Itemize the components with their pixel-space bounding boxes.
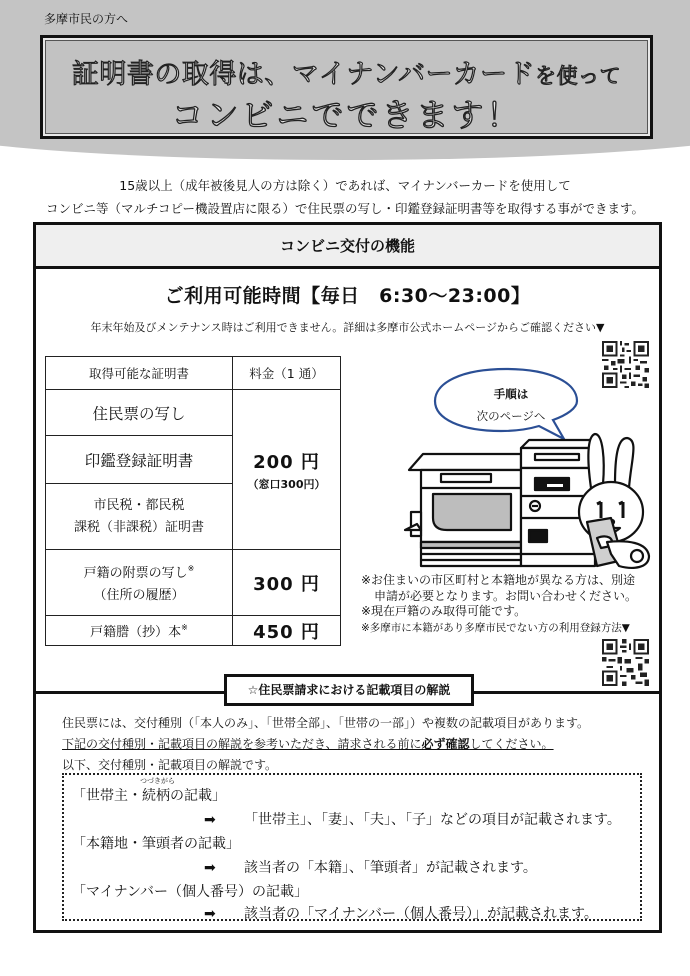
certificate-copy-label: 戸籍謄（抄）本 xyxy=(90,625,182,640)
headline-line1-tail: を使って xyxy=(535,64,622,88)
price-200: 200 円 xyxy=(253,451,320,473)
fees-table xyxy=(45,356,341,646)
table-row xyxy=(46,616,341,646)
item-desc-text: 「世帯主」、「妻」、「夫」、「子」などの項目が記載されます。 xyxy=(244,812,621,828)
explanation-line2 xyxy=(62,735,554,752)
table-row xyxy=(46,550,341,616)
speech-bubble-text xyxy=(458,383,564,427)
note-3: ※多摩市に本籍があり多摩市民でない方の利用登録方法▼ xyxy=(361,621,630,634)
ruby-base: 続柄 xyxy=(142,788,170,804)
ruby-word xyxy=(140,777,175,805)
certificate-tax-line1: 市民税・都民税 xyxy=(93,497,185,513)
note-mark: ※ xyxy=(187,564,195,573)
service-hours: ご利用可能時間【毎日 6:30～23:00】 xyxy=(164,285,531,307)
note-mark: ※ xyxy=(181,623,188,632)
certificate-attachment-line2: （住所の履歴） xyxy=(93,588,185,603)
explanation-line2-a: 下記の交付種別・記載項目の解説を参考いただき、請求される前に xyxy=(62,737,422,751)
copier-mascot-illustration xyxy=(401,430,661,570)
section-title-explanation: ☆住民票請求における記載項目の解説 xyxy=(224,674,474,706)
certificate-family-register-attachment xyxy=(46,550,233,616)
certificate-seal-registration: 印鑑登録証明書 xyxy=(46,436,233,484)
price-cell-300 xyxy=(233,550,341,616)
intro-line1: 15歳以上（成年被後見人の方は除く）であれば、マイナンバーカードを使用して xyxy=(119,178,571,193)
explanation-line2-c: してください。 xyxy=(469,737,554,751)
explanation-line3: 以下、交付種別・記載項目の解説です。 xyxy=(62,758,278,772)
items-explanation-box xyxy=(62,773,642,921)
column-header-fee: 料金（1 通） xyxy=(233,357,341,390)
arrow-right-icon: ➡ xyxy=(204,860,216,876)
qr-code-icon[interactable] xyxy=(602,341,649,388)
certificate-tax xyxy=(46,484,233,550)
item-head-mynumber: 「マイナンバー（個人番号）の記載」 xyxy=(72,884,309,900)
item-head-b: の記載」 xyxy=(170,788,226,804)
item-desc-household xyxy=(204,809,621,829)
explanation-line1: 住民票には、交付種別（「本人のみ」、「世帯全部」、「世帯の一部」）や複数の記載項目があります。 xyxy=(62,716,590,730)
column-header-certificate: 取得可能な証明書 xyxy=(46,357,233,390)
item-desc-domicile xyxy=(204,857,537,877)
arrow-right-icon: ➡ xyxy=(204,812,216,828)
headline-line1 xyxy=(43,52,650,91)
note-2: ※現在戸籍のみ取得可能です。 xyxy=(361,604,527,618)
item-head-a: 「世帯主・ xyxy=(72,788,142,804)
price-cell-200 xyxy=(233,390,341,550)
main-frame xyxy=(33,222,662,933)
maintenance-notice: 年末年始及びメンテナンス時はご利用できません。詳細は多摩市公式ホームページからご確認ください▼ xyxy=(90,321,605,334)
intro-line2: コンビニ等（マルチコピー機設置店に限る）で住民票の写し・印鑑登録証明書等を取得する事ができます。 xyxy=(45,201,644,216)
notes-block xyxy=(361,573,661,636)
item-desc-text: 該当者の「本籍」、「筆頭者」が記載されます。 xyxy=(244,860,537,876)
bubble-line1: 手順は xyxy=(493,387,529,401)
section-title-conbini: コンビニ交付の機能 xyxy=(36,225,659,269)
item-desc-mynumber xyxy=(204,903,598,923)
explanation-line2-emphasis: 必ず確認 xyxy=(421,737,470,751)
note-1-line2: 申請が必要となります。お問い合わせください。 xyxy=(374,588,638,603)
price-450: 450 円 xyxy=(253,621,320,643)
ruby-reading: つづきがら xyxy=(140,777,175,785)
headline-line2: コンビニでできます！ xyxy=(171,96,522,134)
audience-label: 多摩市民の方へ xyxy=(44,12,129,26)
certificate-family-register-copy xyxy=(46,616,233,646)
price-300: 300 円 xyxy=(253,573,320,595)
headline-line1-main: 証明書の取得は、マイナンバーカード xyxy=(71,59,536,90)
table-header-row xyxy=(46,357,341,390)
qr-code-icon[interactable] xyxy=(602,639,649,686)
note-1-line1: ※お住まいの市区町村と本籍地が異なる方は、別途 xyxy=(361,573,636,587)
certificate-attachment-line1: 戸籍の附票の写し xyxy=(83,566,188,581)
price-200-counter: （窓口300円） xyxy=(247,477,326,491)
arrow-right-icon: ➡ xyxy=(204,906,216,922)
certificate-resident-record: 住民票の写し xyxy=(46,390,233,436)
price-cell-450 xyxy=(233,616,341,646)
table-row xyxy=(46,390,341,436)
item-desc-text: 該当者の「マイナンバー（個人番号）」が記載されます。 xyxy=(244,906,598,922)
bubble-line2: 次のページへ xyxy=(476,409,546,423)
headline-box xyxy=(40,35,653,139)
item-head-domicile: 「本籍地・筆頭者の記載」 xyxy=(72,836,240,852)
certificate-tax-line2: 課税（非課税）証明書 xyxy=(73,519,204,535)
item-head-household xyxy=(72,777,226,805)
